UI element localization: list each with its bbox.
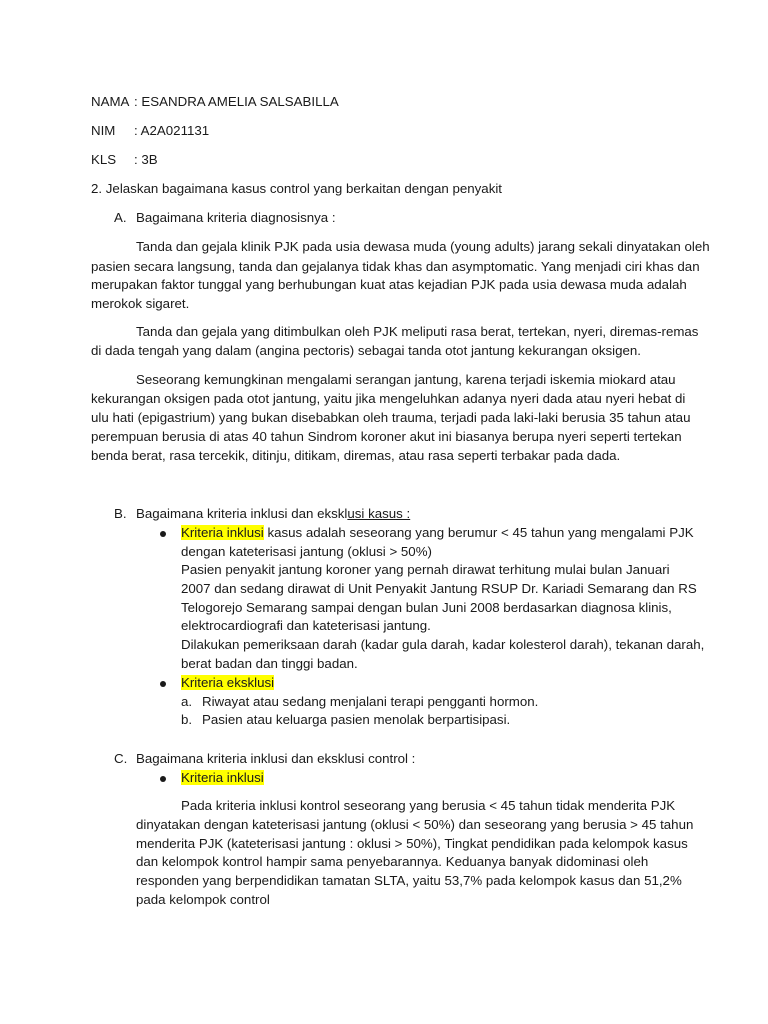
kls-label: KLS [91,152,117,167]
nim-value: : A2A021131 [134,123,210,138]
bullet-icon [160,681,166,687]
paragraph-line: perempuan berusia di atas 40 tahun Sindrom koroner akut ini biasanya berupa nyeri seperti tertekan [91,429,682,444]
paragraph-line: merupakan faktor tunggal yang berhubungan kuat atas kejadian PJK pada usia dewasa muda adalah [91,277,687,292]
section-b-marker: B. [114,506,127,521]
eksklusi-label [181,674,274,692]
highlight-kriteria-eksklusi: Kriteria eksklusi [181,675,275,690]
highlight-kriteria-inklusi: Kriteria inklusi [181,525,264,540]
paragraph-line: Tanda dan gejala yang ditimbulkan oleh PJK meliputi rasa berat, tertekan, nyeri, diremas-remas [136,324,699,339]
nama-value: : ESANDRA AMELIA SALSABILLA [134,94,339,109]
paragraph-line: pada kelompok control [136,892,270,907]
inklusi-kasus-first-line [181,524,694,542]
paragraph-line: 2007 dan sedang dirawat di Unit Penyakit Jantung RSUP Dr. Kariadi Semarang dan RS [181,581,697,596]
paragraph-line: dinyatakan dengan kateterisasi jantung (oklusi < 50%) dan seseorang yang berusia > 45 tahun [136,817,694,832]
paragraph-line: dengan kateterisasi jantung (oklusi > 50%) [181,544,432,559]
nim-label: NIM [91,123,116,138]
section-a-title: Bagaimana kriteria diagnosisnya : [136,210,336,225]
list-item: Pasien atau keluarga pasien menolak berpartisipasi. [202,712,511,727]
paragraph-line: responden yang berpendidikan tamatan SLTA, yaitu 53,7% pada kelompok kasus dan 51,2% [136,873,682,888]
section-b-title [136,505,410,523]
paragraph-line: Dilakukan pemeriksaan darah (kadar gula darah, kadar kolesterol darah), tekanan darah, [181,637,705,652]
section-c-title: Bagaimana kriteria inklusi dan eksklusi control : [136,751,416,766]
section-c-marker: C. [114,751,128,766]
paragraph-line: dan kelompok kontrol hampir sama penyebarannya. Keduanya banyak didominasi oleh [136,854,649,869]
paragraph-line: kekurangan oksigen pada otot jantung, yaitu jika mengeluhkan adanya nyeri dada atau nyeri hebat di [91,391,686,406]
inklusi-kasus-text: kasus adalah seseorang yang berumur < 45 tahun yang mengalami PJK [263,525,694,540]
kls-value: : 3B [134,152,158,167]
paragraph-line: Tanda dan gejala klinik PJK pada usia dewasa muda (young adults) jarang sekali dinyatakan oleh [136,239,710,254]
paragraph-line: elektrocardiografi dan kateterisasi jantung. [181,618,431,633]
list-marker: b. [181,712,193,727]
bullet-icon [160,776,166,782]
paragraph-line: Pada kriteria inklusi kontrol seseorang yang berusia < 45 tahun tidak menderita PJK [181,798,676,813]
list-marker: a. [181,694,193,709]
paragraph-line: benda berat, rasa tercekik, ditinju, ditikam, diremas, atau rasa seperti terbakar pada dada. [91,448,621,463]
paragraph-line: di dada tengah yang dalam (angina pectoris) sebagai tanda otot jantung kekurangan oksigen. [91,343,641,358]
paragraph-line: Pasien penyakit jantung koroner yang pernah dirawat terhitung mulai bulan Januari [181,562,670,577]
paragraph-line: merokok sigaret. [91,296,190,311]
question-text: 2. Jelaskan bagaimana kasus control yang berkaitan dengan penyakit [91,181,502,196]
paragraph-line: Telogorejo Semarang sampai dengan bulan Juni 2008 berdasarkan diagnosa klinis, [181,600,672,615]
section-a-marker: A. [114,210,127,225]
bullet-icon [160,531,166,537]
paragraph-line: berat badan dan tinggi badan. [181,656,358,671]
paragraph-line: Seseorang kemungkinan mengalami serangan jantung, karena terjadi iskemia miokard atau [136,372,676,387]
paragraph-line: pasien secara langsung, tanda dan gejalanya tidak khas dan asymptomatic. Yang menjadi ciri khas dan [91,259,700,274]
section-b-title-underlined: usi kasus : [347,506,411,521]
highlight-kriteria-inklusi-control: Kriteria inklusi [181,770,264,785]
inklusi-control-label [181,769,264,787]
list-item: Riwayat atau sedang menjalani terapi pengganti hormon. [202,694,539,709]
paragraph-line: menderita PJK (kateterisasi jantung : oklusi > 50%), Tingkat pendidikan pada kelompok kasus [136,836,688,851]
section-b-title-text: Bagaimana kriteria inklusi dan ekskl [136,506,348,521]
paragraph-line: ulu hati (epigastrium) yang bukan disebabkan oleh trauma, terjadi pada laki-laki berusia 35 tahun atau [91,410,691,425]
nama-label: NAMA [91,94,130,109]
